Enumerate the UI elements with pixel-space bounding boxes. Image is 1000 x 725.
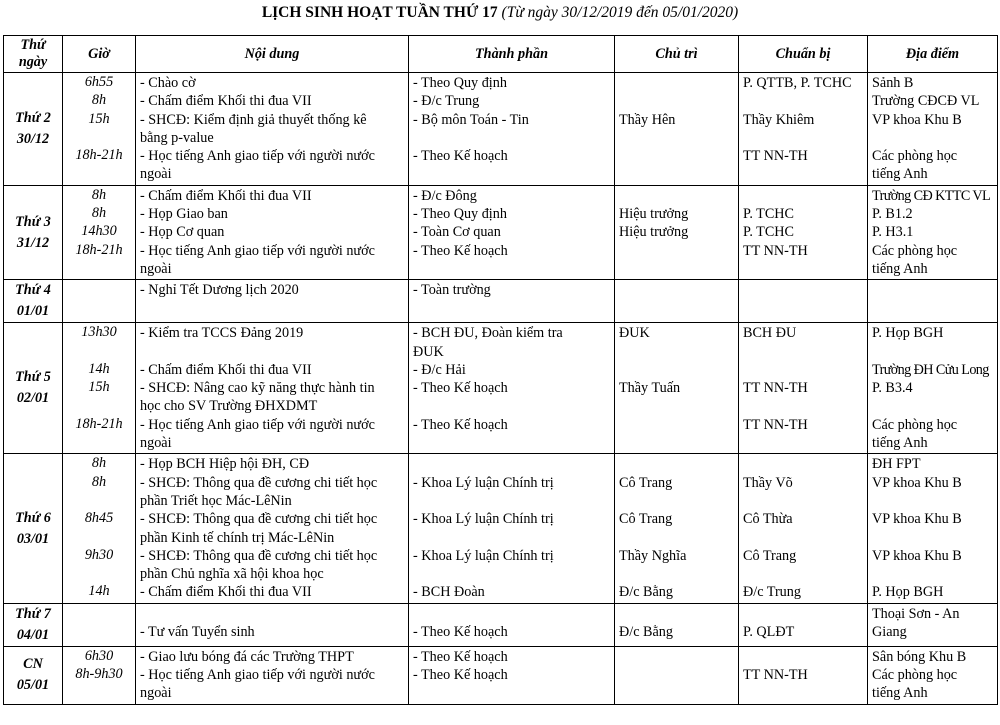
schedule-table — [3, 35, 998, 705]
cell-line: - Theo Kế hoạch — [413, 148, 508, 165]
cell-line — [619, 361, 734, 379]
day-cell — [4, 646, 63, 704]
location-cell — [868, 454, 998, 603]
time-cell — [63, 646, 136, 704]
day-date: 30/12 — [16, 130, 50, 147]
cell-line: - Đ/c Đông — [413, 187, 477, 204]
participants-cell — [409, 603, 615, 646]
cell-line: tiếng Anh — [872, 435, 928, 452]
time-cell — [63, 454, 136, 603]
cell-line — [743, 492, 863, 510]
participants-cell — [409, 323, 615, 454]
cell-line: P. QTTB, P. TCHC — [743, 75, 852, 91]
chair-cell — [615, 454, 739, 603]
time-cell — [63, 185, 136, 279]
cell-line: Sân bóng Khu B — [872, 648, 967, 665]
day-date: 03/01 — [16, 530, 50, 547]
cell-line: - Chào cờ — [140, 75, 196, 91]
day-name: Thứ 2 — [15, 109, 51, 126]
content-cell — [136, 646, 409, 704]
cell-line: - Đ/c Hải — [413, 361, 466, 378]
cell-line: - SHCĐ: Thông qua đề cương chi tiết học — [140, 511, 378, 528]
cell-line — [743, 565, 863, 583]
chair-cell — [615, 603, 739, 646]
cell-line — [872, 129, 993, 147]
cell-line — [65, 491, 133, 509]
cell-line — [140, 605, 404, 623]
cell-line: - Toàn Cơ quan — [413, 224, 501, 241]
cell-line — [743, 455, 863, 473]
cell-line: 15h — [88, 379, 110, 396]
title-main: LỊCH SINH HOẠT TUẦN THỨ 17 — [261, 4, 498, 21]
day-row — [4, 454, 998, 603]
cell-line: tiếng Anh — [872, 685, 928, 702]
cell-line: 18h-21h — [75, 415, 123, 432]
cell-line — [413, 397, 610, 415]
cell-line: - Tư vấn Tuyển sinh — [140, 624, 255, 641]
content-cell — [136, 73, 409, 186]
cell-line: - Toàn trường — [413, 282, 491, 299]
location-cell — [868, 280, 998, 323]
day-cell — [4, 280, 63, 323]
day-cell — [4, 185, 63, 279]
participants-cell — [409, 280, 615, 323]
cell-line: 14h — [88, 360, 110, 377]
cell-line: - Giao lưu bóng đá các Trường THPT — [140, 648, 354, 665]
header-time: Giờ — [63, 36, 136, 73]
participants-cell — [409, 454, 615, 603]
day-row — [4, 185, 998, 279]
header-chair: Chủ trì — [615, 36, 739, 73]
cell-line — [743, 281, 863, 299]
cell-line — [743, 92, 863, 110]
cell-line — [413, 260, 610, 278]
prep-cell — [739, 185, 868, 279]
cell-line — [619, 397, 734, 415]
cell-line — [619, 416, 734, 434]
content-cell — [136, 454, 409, 603]
location-cell — [868, 185, 998, 279]
cell-line — [65, 259, 133, 277]
cell-line — [619, 281, 734, 299]
cell-line: Thầy Hên — [619, 111, 676, 128]
day-name: Thứ 4 — [15, 282, 51, 299]
cell-line: - Theo Kế hoạch — [413, 648, 508, 665]
cell-line — [619, 666, 734, 684]
cell-line: phần Kinh tế chính trị Mác-LêNin — [140, 529, 335, 546]
cell-line: TT NN-TH — [743, 242, 808, 259]
cell-line — [413, 684, 610, 702]
cell-line — [743, 397, 863, 415]
cell-line — [65, 528, 133, 546]
day-cell — [4, 73, 63, 186]
cell-line: phần Triết học Mác-LêNin — [140, 492, 292, 509]
cell-line: - Theo Kế hoạch — [413, 380, 508, 397]
cell-line — [743, 361, 863, 379]
cell-line: tiếng Anh — [872, 166, 928, 183]
prep-cell — [739, 323, 868, 454]
day-date: 31/12 — [16, 234, 50, 251]
cell-line: Giang — [872, 624, 907, 641]
cell-line: 6h30 — [84, 647, 114, 664]
cell-line: Đ/c Bằng — [619, 584, 673, 601]
cell-line: ngoài — [140, 435, 172, 452]
day-date: 04/01 — [16, 626, 50, 643]
cell-line: Các phòng học — [872, 667, 958, 684]
cell-line: P. B3.4 — [872, 380, 913, 397]
day-name: Thứ 6 — [15, 509, 51, 526]
cell-line: Thầy Võ — [743, 474, 793, 491]
cell-line: 6h55 — [84, 74, 114, 90]
cell-line — [743, 129, 863, 147]
cell-line: - Học tiếng Anh giao tiếp với người nước — [140, 242, 375, 259]
cell-line — [743, 260, 863, 278]
cell-line — [872, 397, 993, 415]
day-row — [4, 280, 998, 323]
cell-line — [619, 129, 734, 147]
cell-line — [413, 129, 610, 147]
prep-cell — [739, 603, 868, 646]
day-date: 05/01 — [16, 677, 50, 694]
cell-line — [413, 565, 610, 583]
day-row — [4, 73, 998, 186]
cell-line: Thoại Sơn - An — [872, 605, 960, 622]
cell-line: - SHCĐ: Thông qua đề cương chi tiết học — [140, 474, 378, 491]
header-content: Nội dung — [136, 36, 409, 73]
cell-line: 8h45 — [84, 510, 114, 527]
cell-line — [743, 165, 863, 183]
cell-line: Hiệu trưởng — [619, 224, 689, 241]
cell-line — [743, 187, 863, 205]
day-name: Thứ 3 — [15, 213, 51, 230]
cell-line: 8h — [91, 186, 107, 203]
prep-cell — [739, 73, 868, 186]
cell-line: - Theo Kế hoạch — [413, 624, 508, 641]
cell-line: 8h-9h30 — [75, 666, 123, 683]
cell-line: - Nghỉ Tết Dương lịch 2020 — [140, 282, 299, 299]
cell-line — [413, 165, 610, 183]
header-location: Địa điểm — [868, 36, 998, 73]
location-cell — [868, 646, 998, 704]
content-cell — [136, 603, 409, 646]
prep-cell — [739, 280, 868, 323]
cell-line: - Chấm điểm Khối thi đua VII — [140, 187, 312, 204]
cell-line: - Theo Quy định — [413, 75, 507, 91]
cell-line — [619, 74, 734, 92]
cell-line: - Theo Quy định — [413, 206, 507, 223]
cell-line: TT NN-TH — [743, 416, 808, 433]
cell-line: 14h30 — [81, 223, 117, 240]
cell-line: - Chấm điểm Khối thi đua VII — [140, 584, 312, 601]
cell-line — [140, 343, 404, 361]
day-date: 01/01 — [16, 303, 50, 320]
day-row — [4, 323, 998, 454]
cell-line — [872, 529, 993, 547]
time-cell — [63, 603, 136, 646]
cell-line: - Theo Kế hoạch — [413, 416, 508, 433]
cell-line — [65, 342, 133, 360]
cell-line — [619, 260, 734, 278]
cell-line: - Họp Giao ban — [140, 206, 228, 223]
day-cell — [4, 323, 63, 454]
chair-cell — [615, 280, 739, 323]
time-cell — [63, 280, 136, 323]
cell-line: VP khoa Khu B — [872, 111, 962, 128]
cell-line: P. H3.1 — [872, 224, 914, 241]
participants-cell — [409, 185, 615, 279]
content-cell — [136, 185, 409, 279]
cell-line: - Theo Kế hoạch — [413, 667, 508, 684]
cell-line: Đ/c Bằng — [619, 624, 673, 641]
cell-line: - Học tiếng Anh giao tiếp với người nước — [140, 667, 375, 684]
chair-cell — [615, 646, 739, 704]
cell-line — [619, 565, 734, 583]
cell-line: P. TCHC — [743, 206, 794, 223]
page-title — [0, 3, 1000, 23]
chair-cell — [615, 185, 739, 279]
cell-line — [619, 343, 734, 361]
day-row — [4, 646, 998, 704]
cell-line — [619, 187, 734, 205]
cell-line — [65, 622, 133, 640]
cell-line: ĐH FPT — [872, 456, 921, 473]
header-row — [4, 36, 998, 73]
cell-line: - Chấm điểm Khối thi đua VII — [140, 93, 312, 110]
cell-line: TT NN-TH — [743, 380, 808, 397]
cell-line: học cho SV Trường ĐHXDMT — [140, 398, 318, 415]
cell-line: - Kiểm tra TCCS Đảng 2019 — [140, 325, 304, 342]
cell-line: 9h30 — [84, 546, 114, 563]
cell-line — [413, 605, 610, 623]
prep-cell — [739, 646, 868, 704]
time-cell — [63, 323, 136, 454]
cell-line: BCH ĐU — [743, 325, 797, 342]
day-cell — [4, 603, 63, 646]
cell-line: phần Chủ nghĩa xã hội khoa học — [140, 566, 324, 583]
cell-line: ĐUK — [619, 325, 650, 342]
cell-line: 14h — [88, 583, 110, 600]
cell-line — [743, 434, 863, 452]
cell-line: Trường CĐ KTTC VL — [872, 187, 991, 204]
cell-line: - Bộ môn Toán - Tin — [413, 111, 529, 128]
cell-line — [743, 605, 863, 623]
header-prep: Chuẩn bị — [739, 36, 868, 73]
header-day: Thứ ngày — [4, 36, 63, 73]
cell-line: P. TCHC — [743, 224, 794, 241]
cell-line — [743, 648, 863, 666]
cell-line: - Theo Kế hoạch — [413, 242, 508, 259]
cell-line: Trường ĐH Cửu Long — [872, 361, 989, 378]
cell-line — [872, 343, 993, 361]
cell-line — [743, 529, 863, 547]
cell-line — [65, 280, 133, 298]
cell-line — [619, 92, 734, 110]
cell-line — [65, 164, 133, 182]
day-name: Thứ 5 — [15, 369, 51, 386]
cell-line: VP khoa Khu B — [872, 547, 962, 564]
cell-line: P. QLĐT — [743, 624, 795, 641]
cell-line: - Khoa Lý luận Chính trị — [413, 511, 554, 528]
cell-line — [619, 529, 734, 547]
day-row — [4, 603, 998, 646]
cell-line: Cô Thừa — [743, 511, 793, 528]
cell-line: 8h — [91, 205, 107, 222]
location-cell — [868, 73, 998, 186]
cell-line — [413, 529, 610, 547]
chair-cell — [615, 323, 739, 454]
cell-line — [743, 684, 863, 702]
cell-line: tiếng Anh — [872, 260, 928, 277]
cell-line: ngoài — [140, 260, 172, 277]
cell-line: Sảnh B — [872, 75, 914, 91]
header-participants: Thành phần — [409, 36, 615, 73]
cell-line: bằng p-value — [140, 129, 214, 146]
cell-line — [619, 434, 734, 452]
location-cell — [868, 603, 998, 646]
cell-line: - BCH ĐU, Đoàn kiểm tra — [413, 325, 563, 342]
cell-line — [65, 683, 133, 701]
cell-line — [413, 455, 610, 473]
participants-cell — [409, 73, 615, 186]
cell-line: - Khoa Lý luận Chính trị — [413, 547, 554, 564]
cell-line: - Chấm điểm Khối thi đua VII — [140, 361, 312, 378]
chair-cell — [615, 73, 739, 186]
cell-line — [872, 281, 993, 299]
cell-line: Đ/c Trung — [743, 584, 801, 601]
cell-line — [65, 433, 133, 451]
cell-line: 8h — [91, 455, 107, 472]
cell-line: Cô Trang — [743, 547, 797, 564]
cell-line: ĐUK — [413, 343, 444, 360]
cell-line — [619, 242, 734, 260]
day-date: 02/01 — [16, 390, 50, 407]
cell-line: 18h-21h — [75, 241, 123, 258]
cell-line: - Đ/c Trung — [413, 93, 480, 110]
cell-line: ngoài — [140, 166, 172, 183]
time-cell — [63, 73, 136, 186]
cell-line — [413, 492, 610, 510]
cell-line — [65, 604, 133, 622]
cell-line: Các phòng học — [872, 416, 958, 433]
cell-line: Cô Trang — [619, 474, 673, 491]
cell-line: - SHCĐ: Kiểm định giả thuyết thống kê — [140, 111, 367, 128]
cell-line: Cô Trang — [619, 511, 673, 528]
cell-line: Hiệu trưởng — [619, 206, 689, 223]
cell-line: 18h-21h — [75, 147, 123, 164]
location-cell — [868, 323, 998, 454]
cell-line: - Học tiếng Anh giao tiếp với người nước — [140, 416, 375, 433]
cell-line: Các phòng học — [872, 242, 958, 259]
day-cell — [4, 454, 63, 603]
cell-line: 13h30 — [81, 324, 117, 341]
cell-line: - SHCĐ: Thông qua đề cương chi tiết học — [140, 547, 378, 564]
cell-line — [619, 648, 734, 666]
content-cell — [136, 280, 409, 323]
cell-line — [619, 605, 734, 623]
cell-line: - SHCĐ: Nâng cao kỹ năng thực hành tin — [140, 380, 375, 397]
cell-line: Trường CĐCĐ VL — [872, 93, 980, 110]
title-date-range: (Từ ngày 30/12/2019 đến 05/01/2020) — [501, 4, 739, 21]
cell-line — [619, 684, 734, 702]
cell-line: 8h — [91, 473, 107, 490]
cell-line — [65, 564, 133, 582]
cell-line: - Học tiếng Anh giao tiếp với người nước — [140, 148, 375, 165]
day-name: Thứ 7 — [15, 605, 51, 622]
cell-line — [743, 343, 863, 361]
cell-line: P. B1.2 — [872, 206, 913, 223]
cell-line: P. Họp BGH — [872, 325, 944, 342]
participants-cell — [409, 646, 615, 704]
cell-line: 15h — [88, 110, 110, 127]
cell-line: - Họp Cơ quan — [140, 224, 225, 241]
cell-line — [872, 492, 993, 510]
cell-line — [619, 165, 734, 183]
cell-line: TT NN-TH — [743, 667, 808, 684]
cell-line: VP khoa Khu B — [872, 474, 962, 491]
cell-line — [619, 492, 734, 510]
cell-line: Thầy Tuấn — [619, 380, 681, 397]
content-cell — [136, 323, 409, 454]
cell-line: Thầy Khiêm — [743, 111, 815, 128]
prep-cell — [739, 454, 868, 603]
cell-line: P. Họp BGH — [872, 584, 944, 601]
cell-line: Thầy Nghĩa — [619, 547, 687, 564]
cell-line: - BCH Đoàn — [413, 584, 485, 601]
cell-line — [872, 565, 993, 583]
cell-line: 8h — [91, 92, 107, 109]
day-name: CN — [23, 656, 43, 673]
cell-line — [413, 434, 610, 452]
cell-line: VP khoa Khu B — [872, 511, 962, 528]
cell-line — [65, 128, 133, 146]
cell-line — [65, 396, 133, 414]
cell-line: ngoài — [140, 685, 172, 702]
cell-line: - Khoa Lý luận Chính trị — [413, 474, 554, 491]
cell-line: Các phòng học — [872, 148, 958, 165]
cell-line — [619, 147, 734, 165]
cell-line: TT NN-TH — [743, 148, 808, 165]
cell-line: - Họp BCH Hiệp hội ĐH, CĐ — [140, 456, 310, 473]
cell-line — [619, 455, 734, 473]
